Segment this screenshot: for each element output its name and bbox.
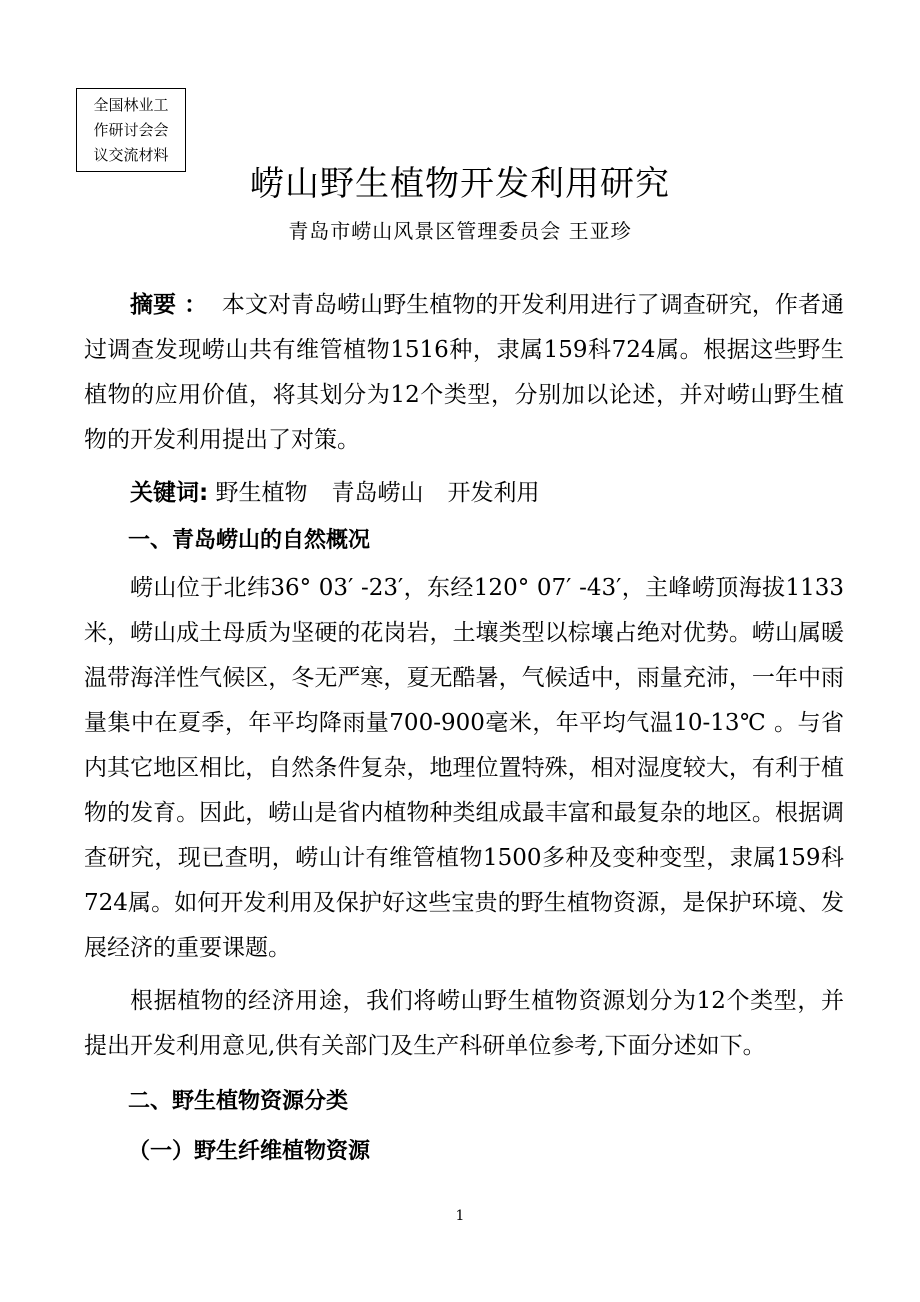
- document-body: [84, 283, 844, 1177]
- section-1-heading: 一、青岛崂山的自然概况: [128, 528, 371, 553]
- document-title: 崂山野生植物开发利用研究: [250, 164, 670, 204]
- keywords-line: [84, 471, 844, 516]
- stamp-line-1: 全国林业工: [93, 96, 169, 114]
- keywords-label: 关键词:: [130, 480, 209, 506]
- abstract-paragraph: [84, 283, 844, 463]
- abstract-text: 本文对青岛崂山野生植物的开发利用进行了调查研究，作者通过调查发现崂山共有维管植物1516种，隶属159科724属。根据这些野生植物的应用价值，将其划分为12个类型，分别加以论述，并对崂山野生植物的开发利用提出了对策。: [84, 292, 845, 453]
- keyword-item: 开发利用: [447, 480, 540, 506]
- keyword-item: 青岛崂山: [331, 480, 424, 506]
- section-1-paragraph-2: 根据植物的经济用途，我们将崂山野生植物资源划分为12个类型，并提出开发利用意见,供有关部门及生产科研单位参考,下面分述如下。: [84, 988, 844, 1059]
- keyword-item: 野生植物: [215, 480, 308, 506]
- section-1-paragraph-1: 崂山位于北纬36° 03′ -23′，东经120° 07′ -43′，主峰崂顶海拔1133米，崂山成土母质为坚硬的花岗岩，土壤类型以棕壤占绝对优势。崂山属暖温带海洋性气候区，冬无严寒，夏无酷暑，气候适中，雨量充沛，一年中雨量集中在夏季，年平均降雨量700-900毫米，年平均气温10-13℃ 。与省内其它地区相比，自然条件复杂，地理位置特殊，相对湿度较大，有利于植物的发育。因此，崂山是省内植物种类组成最丰富和最复杂的地区。根据调查研究，现已查明，崂山计有维管植物1500多种及变种变型，隶属159科724属。如何开发利用及保护好这些宝贵的野生植物资源，是保护环境、发展经济的重要课题。: [84, 575, 844, 961]
- stamp-line-2: 作研讨会会: [93, 121, 169, 139]
- section-2-subheading-1: （一）野生纤维植物资源: [128, 1139, 371, 1164]
- abstract-label: 摘要 ：: [130, 292, 208, 318]
- page-number: 1: [455, 1208, 465, 1224]
- stamp-line-3: 议交流材料: [93, 146, 169, 164]
- author-line: 青岛市崂山风景区管理委员会 王亚珍: [288, 219, 632, 243]
- section-2-heading: 二、野生植物资源分类: [128, 1089, 349, 1114]
